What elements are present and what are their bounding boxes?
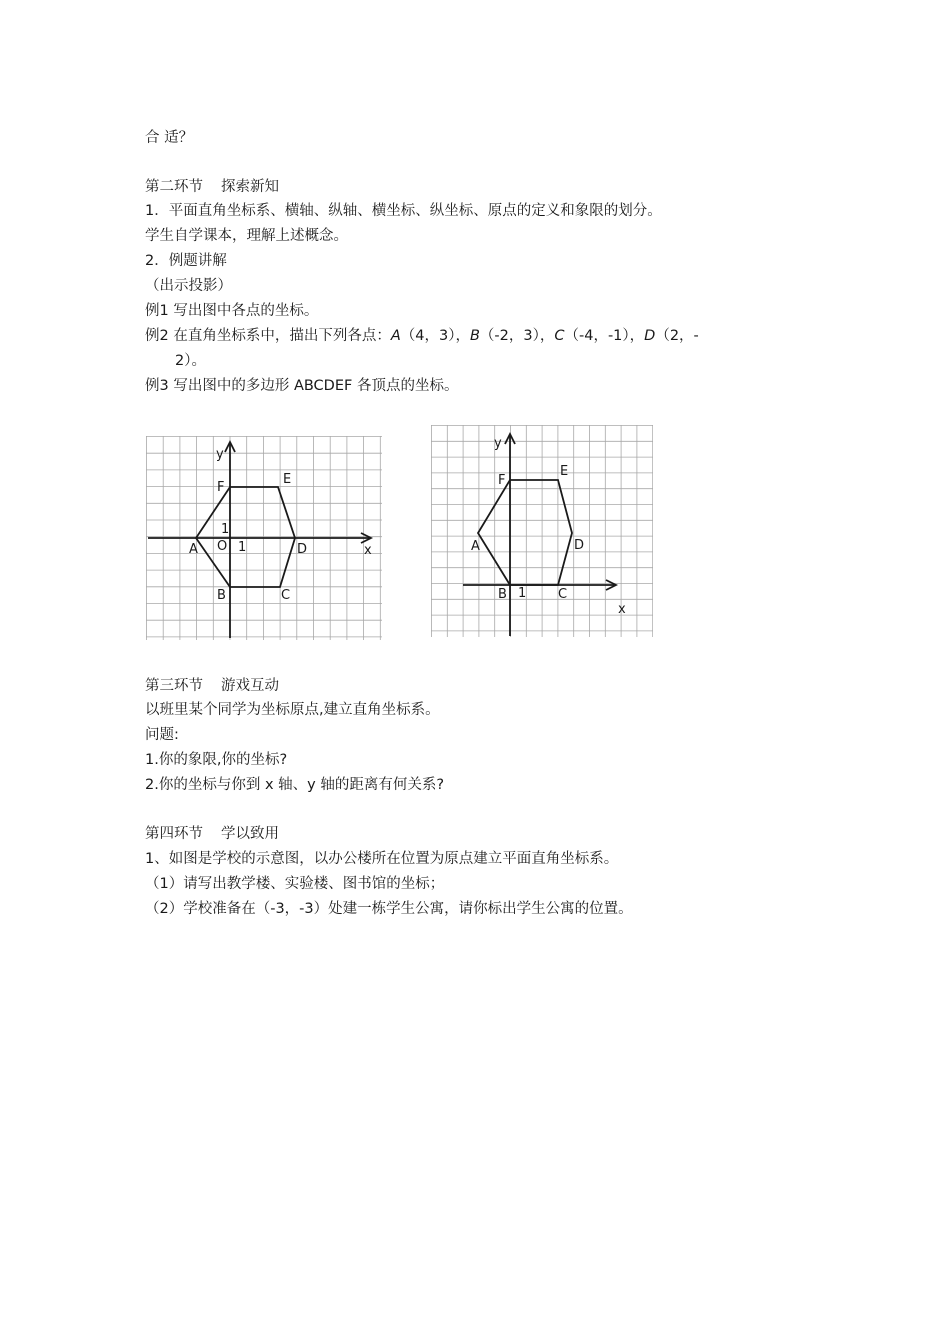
x-axis-label: x [364,543,372,558]
point-label: D [644,328,656,344]
point-label: A [390,328,401,344]
section-title: 第四环节 [145,826,203,842]
point-label: B [469,328,480,344]
example-2 [145,326,699,346]
point-coord: （4，3）， [400,328,470,344]
y-axis-label: y [494,436,502,451]
y-axis-label: y [216,447,224,462]
section-4-heading [145,824,279,844]
example-1: 例1 写出图中各点的坐标。 [145,303,319,319]
vertex-a-label: A [189,542,198,557]
example-3: 例3 写出图中的多边形 ABCDEF 各顶点的坐标。 [145,378,459,394]
x-axis-label: x [618,602,626,617]
vertex-d-label: D [574,538,585,553]
example-2-continued: 2）。 [175,353,206,369]
example-2-text: 例2 在直角坐标系中，描出下列各点： [145,328,391,344]
text-line: （2）学校准备在（-3，-3）处建一栋学生公寓，请你标出学生公寓的位置。 [145,901,633,917]
section-title: 第三环节 [145,678,203,694]
point-coord: （-4，-1）， [564,328,645,344]
vertex-a-label: A [471,539,480,554]
text-line: 合 适？ [145,130,194,146]
vertex-b-label: B [498,587,507,602]
y-unit-label: 1 [221,522,230,537]
vertex-c-label: C [558,587,568,602]
figure-1-coordinate-grid [146,436,382,644]
text-line: 学生自学课本，理解上述概念。 [145,228,348,244]
point-label: C [554,328,565,344]
vertex-f-label: F [498,473,506,488]
text-line: 1．平面直角坐标系、横轴、纵轴、横坐标、纵坐标、原点的定义和象限的划分。 [145,203,662,219]
figure-2-coordinate-grid [431,425,653,641]
section-2-heading [145,177,279,197]
text-line: 问题: [145,727,179,743]
vertex-d-label: D [297,542,308,557]
vertex-e-label: E [560,464,569,479]
text-line: 2.你的坐标与你到 x 轴、y 轴的距离有何关系? [145,777,445,793]
vertex-f-label: F [217,480,225,495]
x-unit-label: 1 [518,586,527,601]
text-line: 以班里某个同学为坐标原点,建立直角坐标系。 [145,702,440,718]
vertex-b-label: B [217,588,226,603]
text-line: （出示投影） [145,278,232,294]
origin-label: O [217,539,228,554]
text-line: 1.你的象限,你的坐标? [145,752,288,768]
vertex-c-label: C [281,588,291,603]
point-coord: （2，- [655,328,699,344]
section-subtitle: 学以致用 [221,826,279,842]
point-coord: （-2，3）， [479,328,555,344]
section-3-heading [145,676,279,696]
text-line: 1、如图是学校的示意图，以办公楼所在位置为原点建立平面直角坐标系。 [145,851,619,867]
text-line: （1）请写出教学楼、实验楼、图书馆的坐标； [145,876,445,892]
section-subtitle: 游戏互动 [221,678,279,694]
section-subtitle: 探索新知 [221,179,279,195]
x-unit-label: 1 [238,540,247,555]
vertex-e-label: E [283,472,292,487]
section-title: 第二环节 [145,179,203,195]
text-line: 2．例题讲解 [145,253,227,269]
